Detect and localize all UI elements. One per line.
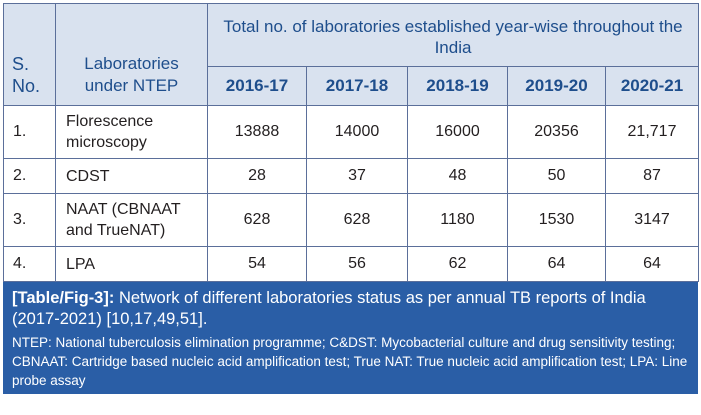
row-value: 16000: [408, 106, 508, 159]
caption-abbreviations: NTEP: National tuberculosis elimination programme; C&DST: Mycobacterial culture and drug sensitivity testing; CBNAAT: Cartridge based nucleic acid amplification test; True NAT: True nucleic acid amplification test; LPA: Line probe assay: [12, 335, 688, 388]
header-total-group: Total no. of laboratories established year-wise throughout the India: [208, 4, 699, 67]
row-value: 62: [408, 247, 508, 282]
row-sno: 1.: [4, 106, 56, 159]
row-value: 64: [606, 247, 699, 282]
row-value: 54: [208, 247, 307, 282]
caption-label: [Table/Fig-3]:: [12, 289, 115, 307]
caption-main: [12, 288, 689, 330]
header-year: 2018-19: [408, 67, 508, 106]
table-row: [4, 159, 699, 194]
row-value: 50: [508, 159, 606, 194]
row-value: 64: [508, 247, 606, 282]
figure-caption: [3, 282, 698, 394]
row-value: 628: [208, 194, 307, 247]
row-value: 1180: [408, 194, 508, 247]
header-year: 2016-17: [208, 67, 307, 106]
row-value: 56: [307, 247, 408, 282]
laboratories-table: [3, 3, 699, 282]
row-value: 37: [307, 159, 408, 194]
row-value: 14000: [307, 106, 408, 159]
header-year: 2019-20: [508, 67, 606, 106]
row-value: 21,717: [606, 106, 699, 159]
header-year: 2020-21: [606, 67, 699, 106]
row-sno: 3.: [4, 194, 56, 247]
row-laboratory: Florescence microscopy: [56, 106, 208, 159]
row-value: 48: [408, 159, 508, 194]
header-year: 2017-18: [307, 67, 408, 106]
row-value: 87: [606, 159, 699, 194]
row-value: 13888: [208, 106, 307, 159]
row-value: 3147: [606, 194, 699, 247]
row-value: 20356: [508, 106, 606, 159]
row-value: 628: [307, 194, 408, 247]
row-value: 28: [208, 159, 307, 194]
header-laboratories: Laboratories under NTEP: [56, 4, 208, 106]
header-row-top: [4, 4, 699, 67]
row-sno: 2.: [4, 159, 56, 194]
table-figure: [3, 3, 698, 412]
row-laboratory: NAAT (CBNAAT and TrueNAT): [56, 194, 208, 247]
row-laboratory: LPA: [56, 247, 208, 282]
table-row: [4, 247, 699, 282]
table-row: [4, 106, 699, 159]
row-value: 1530: [508, 194, 606, 247]
caption-text: Network of different laboratories status as per annual TB reports of India (2017-2021) [10,17,49,51].: [12, 289, 646, 328]
row-sno: 4.: [4, 247, 56, 282]
table-row: [4, 194, 699, 247]
row-laboratory: CDST: [56, 159, 208, 194]
header-sno: S. No.: [4, 4, 56, 106]
